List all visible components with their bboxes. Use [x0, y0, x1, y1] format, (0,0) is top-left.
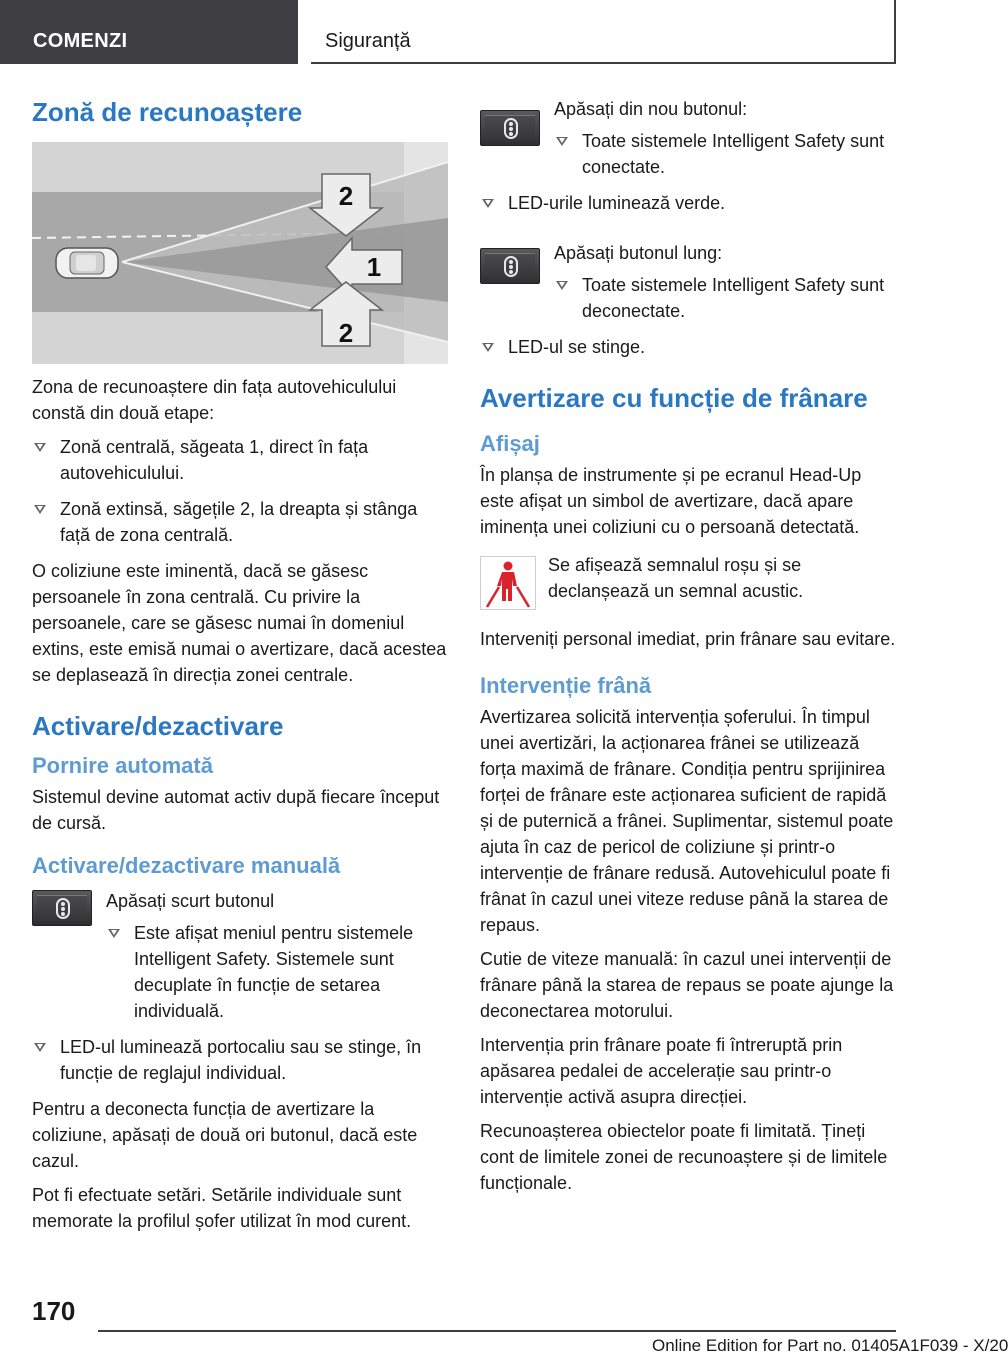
recognition-zone-title: Zonă de recunoaștere — [32, 97, 303, 127]
safety-button-icon — [480, 110, 540, 146]
intervene-text: Interveniți personal imediat, prin frânare sau evitare. — [480, 629, 896, 649]
bullet-triangle-icon — [482, 199, 494, 208]
signal-text: Se afișează semnalul roșu și se declanșează un semnal acustic. — [548, 555, 804, 601]
brake-intervention-title: Intervenție frână — [480, 673, 652, 698]
right-column — [480, 96, 896, 1204]
manual-action: Apăsați scurt butonul — [106, 891, 275, 911]
bullet-led-orange: LED-ul luminează portocaliu sau se stinge, în funcție de reglajul individual. — [32, 1034, 448, 1086]
bullet-all-disconnected: Toate sistemele Intelligent Safety sunt deconectate. — [554, 272, 896, 324]
deconnect-paragraph: Pentru a deconecta funcția de avertizare la coliziune, apăsați de două ori butonul, dacă este cazul. — [32, 1099, 418, 1171]
recognition-zone-diagram — [32, 142, 448, 364]
svg-text:2: 2 — [338, 181, 354, 211]
bullet-triangle-icon — [34, 505, 46, 514]
car-icon — [56, 248, 118, 278]
collision-paragraph: O coliziune este iminentă, dacă se găsesc persoanele în zona centrală. Cu privire la persoanele, care se găsesc numai în domeniul extins, este emisă numai o avertizare, dacă acestea se deplasează în direcția zonei centrale. — [32, 561, 447, 685]
auto-start-title: Pornire automată — [32, 753, 213, 778]
footer-rule — [98, 1330, 896, 1332]
header-separator — [298, 0, 311, 64]
manual-press-row — [32, 888, 448, 1024]
bullet-triangle-icon — [108, 929, 120, 938]
bullet-all-connected: Toate sistemele Intelligent Safety sunt conectate. — [554, 128, 896, 180]
manual-title: Activare/dezactivare manuală — [32, 853, 341, 878]
manual-gear-text: Cutie de viteze manuală: în cazul unei intervenții de frânare până la starea de repaus se poate ajunge la deconectarea motorului. — [480, 949, 894, 1021]
bullet-triangle-icon — [556, 137, 568, 146]
bullet-triangle-icon — [482, 343, 494, 352]
zone-intro: Zona de recunoaștere din fața autovehiculului constă din două etape: — [32, 377, 397, 423]
recognition-zone-figure — [32, 142, 448, 364]
press-again-row — [480, 96, 896, 180]
safety-button-icon — [32, 890, 92, 926]
bullet-extended-zone: Zonă extinsă, săgețile 2, la dreapta și stânga față de zona centrală. — [32, 496, 448, 548]
press-long-text: Apăsați butonul lung: — [554, 243, 723, 263]
left-column — [32, 96, 448, 1242]
press-long-row — [480, 240, 896, 324]
svg-text:2: 2 — [338, 318, 354, 348]
pedestrian-warning-icon — [480, 556, 536, 610]
display-text: În planșa de instrumente și pe ecranul Head-Up este afișat un simbol de avertizare, dacă apare iminența unei coliziuni cu o persoană detectată. — [480, 465, 862, 537]
bullet-central-zone: Zonă centrală, săgeata 1, direct în fața autovehiculului. — [32, 434, 448, 486]
edition-text: Online Edition for Part no. 01405A1F039 - X/20 — [652, 1336, 1008, 1355]
bullet-led-off: LED-ul se stinge. — [480, 334, 896, 360]
warning-signal-row — [480, 552, 896, 616]
activation-title: Activare/dezactivare — [32, 711, 284, 741]
safety-button-icon — [480, 248, 540, 284]
bullet-led-green: LED-urile luminează verde. — [480, 190, 896, 216]
press-again-text: Apăsați din nou butonul: — [554, 99, 748, 119]
page-number: 170 — [32, 1296, 76, 1326]
section-tab: COMENZI — [0, 0, 298, 64]
display-title: Afișaj — [480, 431, 540, 456]
settings-paragraph: Pot fi efectuate setări. Setările individuale sunt memorate la profilul șofer utilizat în mod curent. — [32, 1185, 412, 1231]
limits-text: Recunoașterea obiectelor poate fi limitată. Țineți cont de limitele zonei de recunoaștere și de limitele funcționale. — [480, 1121, 888, 1193]
svg-text:1: 1 — [366, 252, 382, 282]
bullet-triangle-icon — [556, 281, 568, 290]
auto-start-text: Sistemul devine automat activ după fiecare început de cursă. — [32, 787, 440, 833]
chapter-title: Siguranță — [311, 0, 896, 64]
brake-warning-title: Avertizare cu funcție de frânare — [480, 383, 868, 413]
interrupt-text: Intervenția prin frânare poate fi întreruptă prin apăsarea pedalei de accelerație sau printr-o intervenție activă asupra direcției. — [480, 1035, 843, 1107]
bullet-triangle-icon — [34, 1043, 46, 1052]
brake-intervention-text: Avertizarea solicită intervenția șoferului. În timpul unei avertizări, la acționarea frânei se utilizează forța maximă de frânare. Condiția pentru sprijinirea forței de frânare este acționarea suficient de rapidă și de puternică a frânei. Suplimentar, sistemul poate ajuta în caz de pericol de coliziune și printr-o intervenție de frânare redusă. Autovehiculul poate fi frânat în cazul unei viteze reduse până la starea de repaus. — [480, 707, 894, 935]
bullet-triangle-icon — [34, 443, 46, 452]
bullet-menu-shown: Este afișat meniul pentru sistemele Intelligent Safety. Sistemele sunt decuplate în funcție de setarea individuală. — [106, 920, 448, 1024]
